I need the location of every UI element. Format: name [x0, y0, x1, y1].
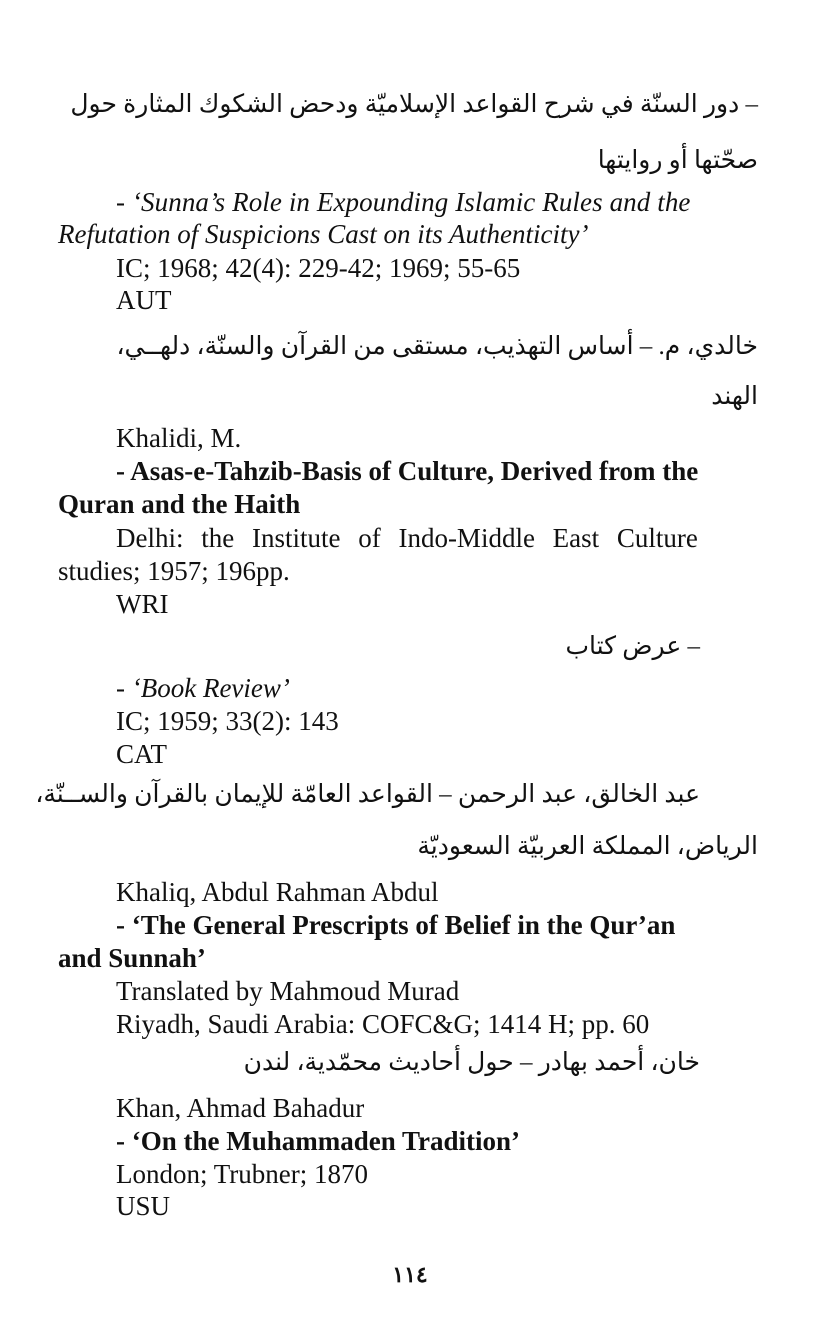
entry5-code: USU	[116, 1191, 171, 1221]
entry4-arabic-line2: الرياض، المملكة العربيّة السعوديّة	[417, 833, 758, 860]
entry4-title-line2: and Sunnah’	[58, 943, 206, 973]
entry3-code: CAT	[116, 739, 168, 769]
entry2-title-line1: - Asas-e-Tahzib-Basis of Culture, Derived from the	[116, 456, 699, 486]
entry5-publication: London; Trubner; 1870	[116, 1159, 369, 1189]
entry4-translator: Translated by Mahmoud Murad	[116, 976, 460, 1006]
entry4-title-line1: - ‘The General Prescripts of Belief in the Qur’an	[116, 910, 676, 940]
entry4-author: Khaliq, Abdul Rahman Abdul	[116, 877, 439, 907]
entry2-arabic-line1: خالدي، م. – أساس التهذيب، مستقى من القرآن والسنّة، دلهــي،	[116, 333, 758, 360]
entry2-publication-line2: studies; 1957; 196pp.	[58, 556, 290, 586]
entry3-publication: IC; 1959; 33(2): 143	[116, 706, 339, 736]
entry5-title: - ‘On the Muhammaden Tradition’	[116, 1126, 521, 1156]
entry5-author: Khan, Ahmad Bahadur	[116, 1093, 365, 1123]
entry2-arabic-line2: الهند	[711, 383, 758, 410]
entry1-title-line2: Refutation of Suspicions Cast on its Authenticity’	[58, 219, 589, 249]
entry4-arabic-line1: عبد الخالق، عبد الرحمن – القواعد العامّة للإيمان بالقرآن والســنّة،	[35, 781, 700, 808]
entry1-publication: IC; 1968; 42(4): 229-42; 1969; 55-65	[116, 253, 521, 283]
entry1-title-line1: - ‘Sunna’s Role in Expounding Islamic Rules and the	[116, 187, 691, 217]
entry3-title: - ‘Book Review’	[116, 673, 290, 703]
entry2-code: WRI	[116, 589, 169, 619]
entry2-title-line2: Quran and the Haith	[58, 489, 301, 519]
entry1-arabic-title-line2: صحّتها أو روايتها	[597, 147, 758, 174]
entry5-arabic-line1: خان، أحمد بهادر – حول أحاديث محمّدية، لندن	[243, 1049, 700, 1076]
entry1-arabic-title-line1: – دور السنّة في شرح القواعد الإسلاميّة ودحض الشكوك المثارة حول	[70, 91, 758, 118]
entry2-author: Khalidi, M.	[116, 423, 242, 453]
page-number: ١١٤	[392, 1262, 428, 1287]
entry2-publication-line1: Delhi: the Institute of Indo-Middle East Culture	[116, 523, 698, 553]
entry3-arabic-title: – عرض كتاب	[565, 633, 700, 660]
entry4-publication: Riyadh, Saudi Arabia: COFC&G; 1414 H; pp. 60	[116, 1009, 650, 1039]
entry1-code: AUT	[116, 285, 172, 315]
